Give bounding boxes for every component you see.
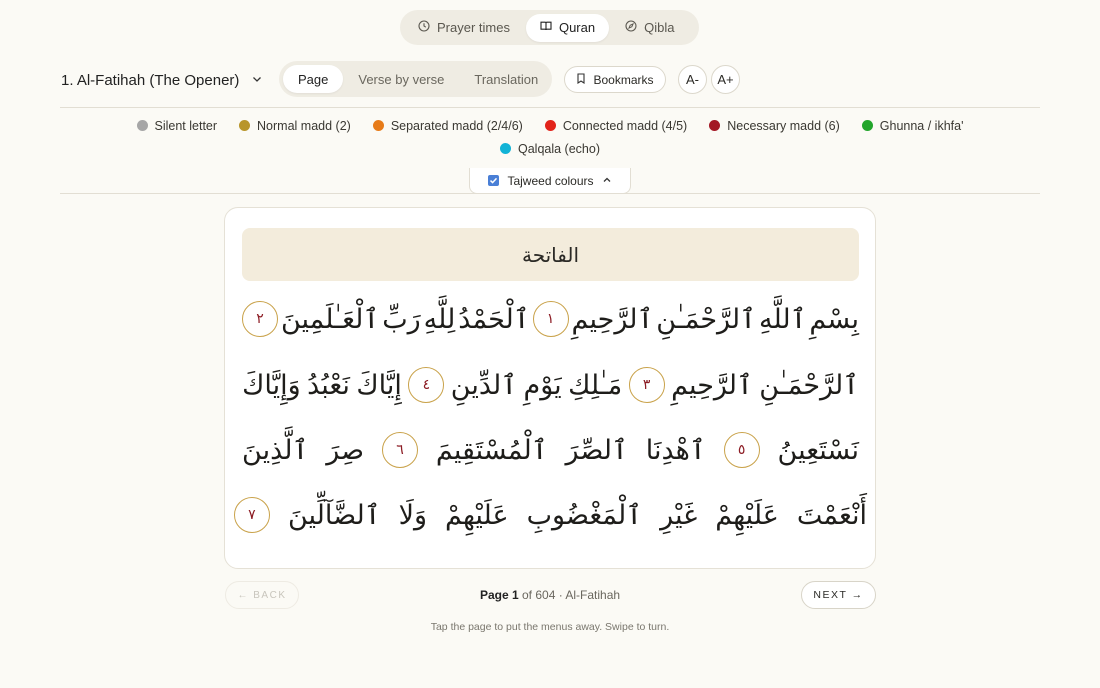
verse-word: إِيَّاكَ bbox=[356, 369, 402, 401]
verse-word: يَوْمِ bbox=[523, 369, 562, 401]
verse-word: عَلَيْهِمْ bbox=[715, 499, 779, 531]
tab-label: Quran bbox=[558, 20, 596, 35]
view-mode-tabs bbox=[279, 61, 552, 97]
verse-word: عَلَيْهِمْ bbox=[445, 499, 509, 531]
legend-dot bbox=[709, 120, 720, 131]
verse-word: نَسْتَعِينُ bbox=[777, 434, 859, 466]
back-button[interactable]: ← BACK bbox=[225, 581, 299, 609]
verse-word: ٱلرَّحِيمِ bbox=[571, 303, 654, 335]
tab-verse-by-verse[interactable]: Verse by verse bbox=[358, 71, 445, 87]
tab-page[interactable]: Page bbox=[283, 65, 343, 93]
verse-word: ٱلْحَمْدُ bbox=[458, 303, 530, 335]
verse-word: رَبِّ bbox=[382, 303, 421, 335]
legend-row bbox=[60, 118, 1040, 133]
verse-line bbox=[242, 430, 859, 470]
legend-row bbox=[60, 141, 1040, 156]
legend-dot bbox=[862, 120, 873, 131]
verse-number-marker: ٦ bbox=[382, 432, 418, 468]
divider bbox=[60, 107, 1040, 108]
verse-number-marker: ٢ bbox=[242, 301, 278, 337]
legend-dot bbox=[500, 143, 511, 154]
verse-number-marker: ٥ bbox=[724, 432, 760, 468]
top-nav bbox=[400, 10, 699, 45]
verse-number-marker: ٤ bbox=[408, 367, 444, 403]
verse-line bbox=[242, 365, 859, 405]
legend-dot bbox=[239, 120, 250, 131]
bookmark-icon bbox=[576, 73, 586, 87]
verse-number-marker: ١ bbox=[533, 301, 569, 337]
verse-word: ٱلرَّحِيمِ bbox=[671, 369, 753, 401]
surah-title: الفاتحة bbox=[521, 242, 580, 267]
clock-icon bbox=[418, 20, 430, 35]
tab-qibla[interactable] bbox=[611, 14, 688, 42]
verse-word: مَـٰلِكِ bbox=[568, 369, 623, 401]
book-icon bbox=[540, 20, 552, 35]
verse-word: غَيْرِ bbox=[660, 499, 698, 531]
verse-line bbox=[242, 495, 868, 535]
legend-normal-madd: Normal madd (2) bbox=[228, 118, 362, 133]
verse-number-marker: ٣ bbox=[629, 367, 665, 403]
verse-word: بِسْمِ bbox=[809, 303, 859, 335]
verse-word: ٱلْمُسْتَقِيمَ bbox=[435, 434, 548, 466]
verse-word: ٱلْمَغْضُوبِ bbox=[526, 499, 643, 531]
mushaf-page[interactable] bbox=[224, 207, 876, 569]
surah-title-banner bbox=[242, 228, 859, 281]
verse-word: وَلَا bbox=[398, 499, 427, 531]
verse-number-marker: ٧ bbox=[234, 497, 270, 533]
verse-word: ٱلرَّحْمَـٰنِ bbox=[656, 303, 756, 335]
verse-word: وَإِيَّاكَ bbox=[242, 369, 301, 401]
verse-word: لِلَّهِ bbox=[423, 303, 456, 335]
tab-quran[interactable] bbox=[526, 14, 609, 42]
page-number: 1 bbox=[511, 588, 519, 602]
page-indicator bbox=[400, 588, 700, 602]
verse-word: نَعْبُدُ bbox=[307, 369, 350, 401]
verse-word: ٱلرَّحْمَـٰنِ bbox=[759, 369, 859, 401]
tajweed-colours-toggle[interactable] bbox=[469, 168, 631, 194]
page-hint: Tap the page to put the menus away. Swipe to turn. bbox=[430, 621, 670, 633]
page-suffix: of 604 · Al-Fatihah bbox=[522, 588, 621, 602]
legend-qalqala: Qalqala (echo) bbox=[489, 141, 611, 156]
tab-translation[interactable]: Translation bbox=[474, 71, 539, 87]
verse-word: ٱلَّذِينَ bbox=[242, 434, 309, 466]
font-decrease-button[interactable]: A- bbox=[678, 65, 707, 94]
verse-line bbox=[242, 299, 859, 339]
verse-word: ٱللَّهِ bbox=[758, 303, 807, 335]
surah-name: 1. Al-Fatihah (The Opener) bbox=[61, 71, 240, 89]
verse-word: ٱلضَّآلِّينَ bbox=[287, 499, 381, 531]
legend-dot bbox=[137, 120, 148, 131]
legend-silent-letter: Silent letter bbox=[126, 118, 229, 133]
legend-dot bbox=[373, 120, 384, 131]
verse-word: أَنْعَمْتَ bbox=[796, 499, 868, 531]
tab-label: Prayer times bbox=[437, 20, 510, 35]
verse-word: ٱهْدِنَا bbox=[645, 434, 706, 466]
tajweed-legend bbox=[60, 118, 1040, 156]
legend-connected-madd: Connected madd (4/5) bbox=[534, 118, 698, 133]
bookmarks-button[interactable] bbox=[564, 66, 666, 93]
legend-necessary-madd: Necessary madd (6) bbox=[698, 118, 851, 133]
legend-ghunna: Ghunna / ikhfa' bbox=[851, 118, 975, 133]
tab-prayer-times[interactable] bbox=[404, 14, 524, 42]
legend-dot bbox=[545, 120, 556, 131]
chevron-up-icon[interactable] bbox=[602, 174, 612, 188]
page-prefix: Page bbox=[479, 588, 509, 602]
verse-word: صِرَ bbox=[326, 434, 365, 466]
tab-label: Qibla bbox=[644, 20, 675, 35]
legend-separated-madd: Separated madd (2/4/6) bbox=[362, 118, 534, 133]
verse-word: ٱلدِّينِ bbox=[450, 369, 518, 401]
tajweed-colours-label: Tajweed colours bbox=[507, 173, 594, 188]
surah-select[interactable] bbox=[61, 66, 263, 94]
compass-icon bbox=[625, 20, 637, 35]
verse-word: ٱلصِّرَ bbox=[565, 434, 628, 466]
font-increase-button[interactable]: A+ bbox=[711, 65, 740, 94]
checkbox[interactable] bbox=[488, 175, 499, 186]
bookmarks-label: Bookmarks bbox=[593, 72, 654, 87]
verse-word: ٱلْعَـٰلَمِينَ bbox=[280, 303, 380, 335]
chevron-down-icon bbox=[251, 72, 263, 89]
next-button[interactable]: NEXT → bbox=[801, 581, 876, 609]
